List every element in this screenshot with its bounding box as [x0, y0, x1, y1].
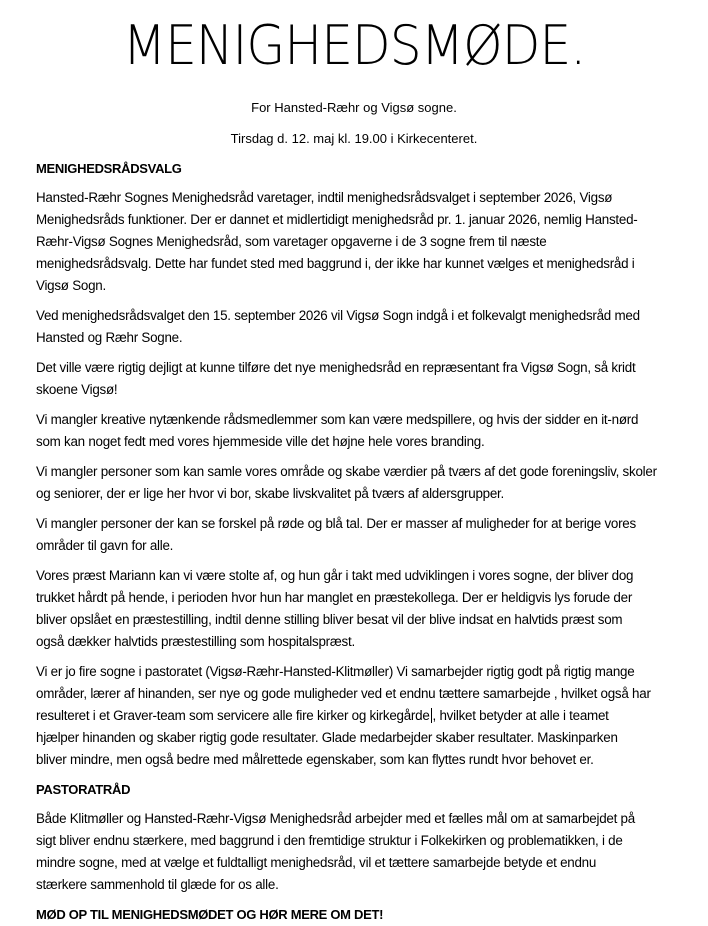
text-cursor — [431, 708, 432, 723]
subtitle: For Hansted-Ræhr og Vigsø sogne. — [251, 100, 457, 115]
document-title: MENIGHEDSMØDE. — [122, 14, 586, 77]
paragraph-line: skoene Vigsø! — [36, 382, 118, 397]
paragraph-line: som kan noget fedt med vores hjemmeside ville det højne hele vores branding. — [36, 434, 485, 449]
paragraph-line: sigt bliver endnu stærkere, med baggrund i den fremtidige struktur i Folkekirken og problematikken, i de — [36, 833, 623, 848]
paragraph — [36, 513, 686, 557]
paragraph-line: Vigsø Sogn. — [36, 278, 106, 293]
paragraph — [36, 409, 686, 453]
paragraph — [36, 187, 686, 297]
paragraph-line: Ved menighedsrådsvalget den 15. september 2026 vil Vigsø Sogn indgå i et folkevalgt menighedsråd med — [36, 308, 640, 323]
paragraph-line: hjælper hinanden og skaber rigtig gode resultater. Glade medarbejder skaber resultater. Maskinparken — [36, 730, 618, 745]
paragraph — [36, 461, 686, 505]
paragraph-line: Det ville være rigtig dejligt at kunne tilføre det nye menighedsråd en repræsentant fra Vigsø Sogn, så kridt — [36, 360, 636, 375]
paragraph-line: områder, lærer af hinanden, ser nye og gode muligheder ved et endnu tættere samarbejde , hvilket også har — [36, 686, 651, 701]
text-after-caret: , hvilket betyder at alle i teamet — [432, 708, 609, 723]
paragraph-line: Vi er jo fire sogne i pastoratet (Vigsø-Ræhr-Hansted-Klitmøller) Vi samarbejder rigtig godt på rigtig mange — [36, 664, 635, 679]
meeting-time: Tirsdag d. 12. maj kl. 19.00 i Kirkecenteret. — [230, 131, 478, 146]
paragraph-line: Ræhr-Vigsø Sognes Menighedsråd, som varetager opgaverne i de 3 sogne frem til næste — [36, 234, 547, 249]
paragraph-line: stærkere sammenhold til glæde for os alle. — [36, 877, 279, 892]
paragraph-line: bliver opslået en præstestilling, indtil denne stilling bliver besat vil der blive indsat en halvtids præst som — [36, 612, 623, 627]
paragraph-line: menighedsrådsvalg. Dette har fundet sted med baggrund i, der ikke har kunnet vælges et menighedsråd i — [36, 256, 635, 271]
document-body — [36, 158, 686, 926]
paragraph — [36, 565, 686, 653]
paragraph-lines — [36, 727, 686, 771]
paragraph-lines — [36, 661, 686, 705]
paragraph-line: og seniorer, der er lige her hvor vi bor, skabe livskvalitet på tværs af aldersgrupper. — [36, 486, 504, 501]
paragraph-line — [36, 705, 686, 727]
paragraph-line: områder til gavn for alle. — [36, 538, 174, 553]
paragraph-line: Både Klitmøller og Hansted-Ræhr-Vigsø Menighedsråd arbejder med et fælles mål om at samarbejdet på — [36, 811, 635, 826]
paragraph — [36, 357, 686, 401]
paragraph-line: mindre sogne, med at vælge et fuldtalligt menighedsråd, vil et tættere samarbejde betyde et endnu — [36, 855, 597, 870]
paragraph — [36, 305, 686, 349]
closing-call-to-action: MØD OP TIL MENIGHEDSMØDET OG HØR MERE OM DET! — [36, 907, 384, 922]
paragraph-line: Vores præst Mariann kan vi være stolte af, og hun går i takt med udviklingen i vores sogne, der bliver dog — [36, 568, 634, 583]
paragraph-line: Hansted-Ræhr Sognes Menighedsråd varetager, indtil menighedsrådsvalget i september 2026, Vigsø — [36, 190, 613, 205]
paragraph-line: Vi mangler personer der kan se forskel på røde og blå tal. Der er masser af muligheder for at berige vores — [36, 516, 636, 531]
text-before-caret: resulteret i et Graver-team som servicere alle fire kirker og kirkegårde — [36, 708, 430, 723]
section-heading: MENIGHEDSRÅDSVALG — [36, 161, 182, 176]
paragraph-line: Hansted og Ræhr Sogne. — [36, 330, 183, 345]
paragraph-line: bliver mindre, men også bedre med målrettede egenskaber, som kan flyttes rundt hvor behovet er. — [36, 752, 594, 767]
paragraph-line: trukket hårdt på hende, i perioden hvor hun har manglet en præstekollega. Der er heldigvis lys forude der — [36, 590, 633, 605]
paragraph-line: Menighedsråds funktioner. Der er dannet et midlertidigt menighedsråd pr. 1. januar 2026, nemlig Hansted- — [36, 212, 638, 227]
paragraph-line: også dækker halvtids præstestilling som hospitalspræst. — [36, 634, 355, 649]
paragraph-line: Vi mangler personer som kan samle vores område og skabe værdier på tværs af det gode foreningsliv, skoler — [36, 464, 657, 479]
paragraph — [36, 808, 686, 896]
paragraph-line: Vi mangler kreative nytænkende rådsmedlemmer som kan være medspillere, og hvis der sidder en it-nørd — [36, 412, 639, 427]
section-heading: PASTORATRÅD — [36, 782, 131, 797]
paragraph-pastorat[interactable] — [36, 661, 686, 771]
